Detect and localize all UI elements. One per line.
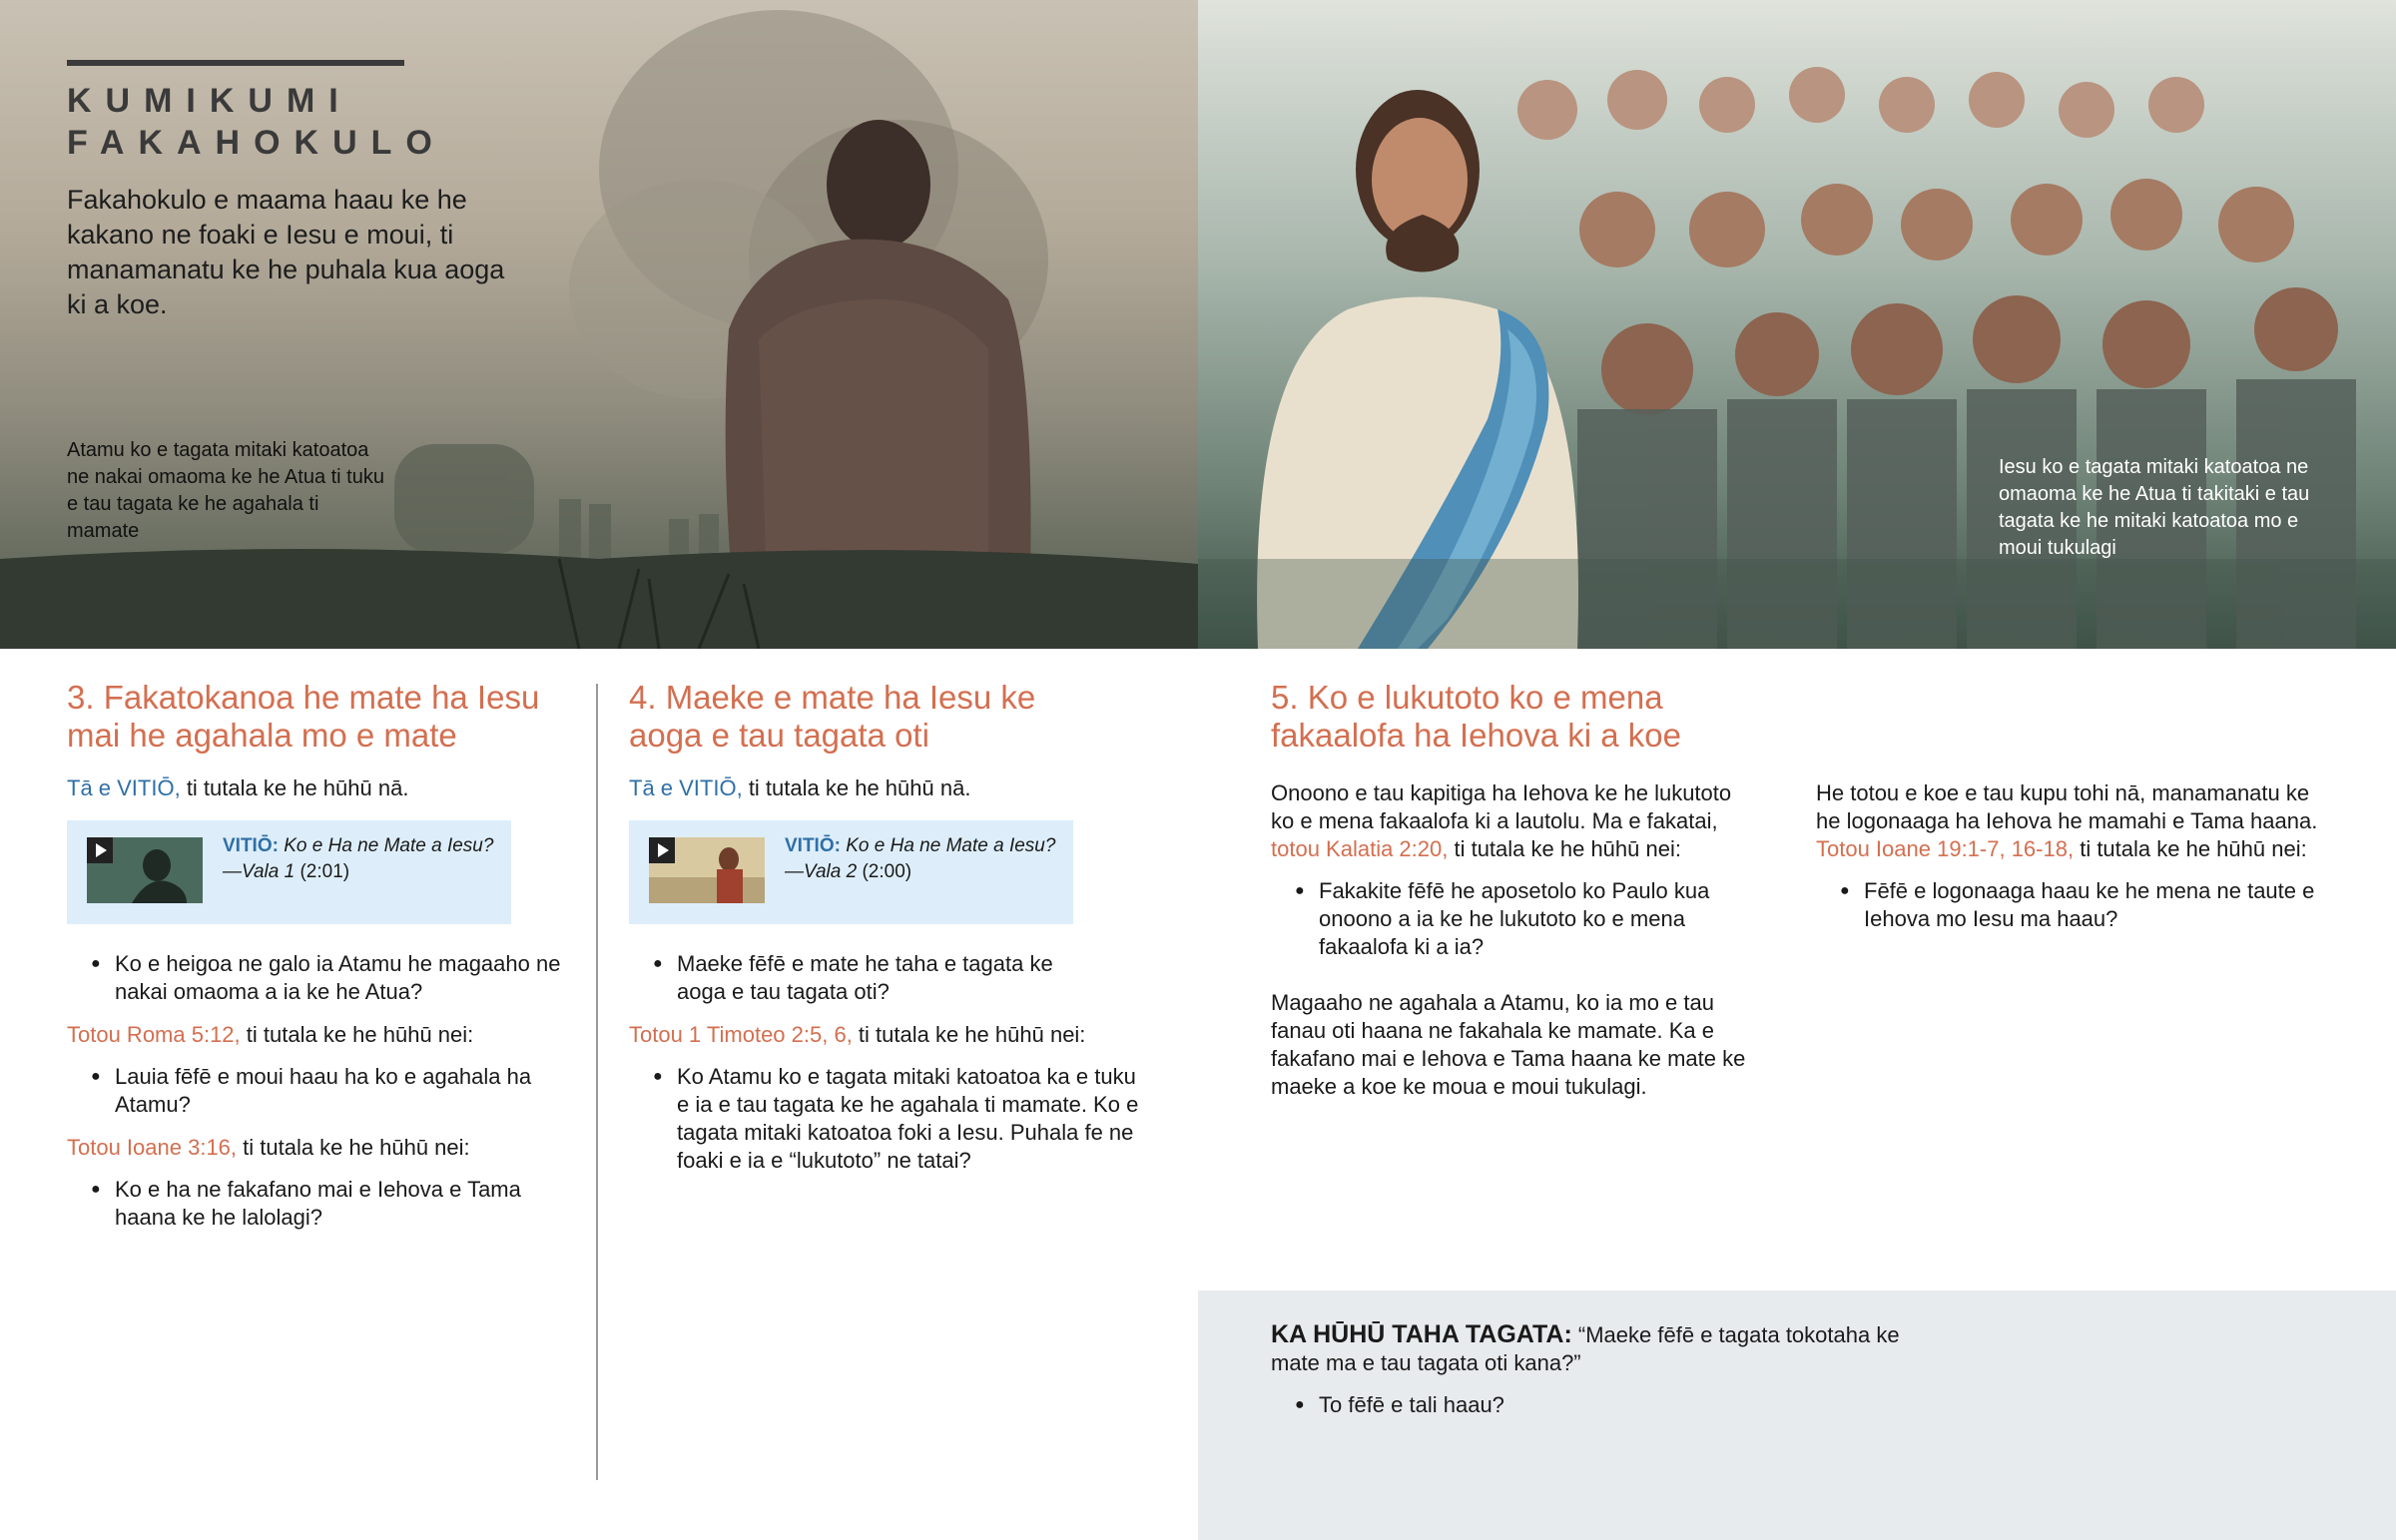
section-5-col-b	[1816, 779, 2335, 933]
watch-video-line	[67, 774, 566, 802]
kicker-line-2: FAKAHOKULO	[67, 124, 446, 162]
read-line-1	[67, 1021, 566, 1049]
video-label: VITIŌ:	[223, 835, 279, 856]
video-info-1	[223, 833, 493, 885]
hero-image-adam	[0, 0, 1198, 649]
caption-adam: Atamu ko e tagata mitaki katoatoa ne nakai omaoma ke he Atua ti tuku e tau tagata ke he agahala ti mamate	[67, 439, 384, 542]
video-part: —Vala 1	[223, 861, 296, 882]
others-say-label: KA HŪHŪ TAHA TAGATA:	[1271, 1320, 1572, 1348]
watch-video-link[interactable]: Tā e VITIŌ,	[67, 775, 181, 800]
read-line-rest: ti tutala ke he hūhū nei:	[237, 1135, 470, 1160]
kicker-rule	[67, 60, 404, 66]
read-line-rest: ti tutala ke he hūhū nei:	[240, 1022, 474, 1047]
question-bullet: ● Lauia fēfē e moui haau ha ko e agahala ha Atamu?	[67, 1063, 566, 1119]
video-title: Ko e Ha ne Mate a Iesu?	[284, 835, 494, 856]
video-title: Ko e Ha ne Mate a Iesu?	[846, 835, 1056, 856]
hero-image-jesus	[1198, 0, 2396, 649]
video-card-2[interactable]	[629, 820, 1073, 924]
para-text: Onoono e tau kapitiga ha Iehova ke he lukutoto ko e mena fakaalofa ki a lautolu. Ma e fakatai,	[1271, 780, 1732, 833]
video-card-1[interactable]	[67, 820, 511, 924]
question-bullet: ● Fēfē e logonaaga haau ke he mena ne taute e Iehova mo Iesu ma haau?	[1816, 877, 2335, 933]
question-bullet: ● To fēfē e tali haau?	[1271, 1391, 1930, 1419]
others-say	[1271, 1320, 1930, 1419]
caption-jesus: Iesu ko e tagata mitaki katoatoa ne omaoma ke he Atua ti takitaki e tau tagata ke he mitaki katoatoa mo e moui tukulagi	[1999, 456, 2310, 559]
question-bullet: ● Maeke fēfē e mate he taha e tagata ke aoga e tau tagata oti?	[629, 950, 1096, 1006]
read-line-2	[67, 1134, 566, 1162]
read-line	[629, 1021, 1148, 1049]
kicker-line-1: KUMIKUMI	[67, 82, 352, 120]
question-bullet: ● Ko Atamu ko e tagata mitaki katoatoa ka e tuku e ia e tau tagata ke he agahala ti mamate. Ko e tagata mitaki katoatoa foki a Iesu. Puhala fe ne foaki e ia e “lukutoto” ne tatai?	[629, 1063, 1148, 1175]
scripture-link[interactable]: Totou Ioane 19:1-7, 16-18,	[1816, 836, 2075, 861]
section-5-heading: 5. Ko e lukutoto ko e mena fakaalofa ha Iehova ki a koe	[1271, 679, 1681, 754]
section-4	[629, 679, 1148, 1175]
question-bullet: ● Ko e ha ne fakafano mai e Iehova e Tama haana ke he lalolagi?	[67, 1176, 566, 1232]
watch-video-link[interactable]: Tā e VITIŌ,	[629, 775, 743, 800]
scripture-link[interactable]: totou Kalatia 2:20,	[1271, 836, 1449, 861]
scripture-link[interactable]: Totou Ioane 3:16,	[67, 1135, 238, 1160]
video-duration: (2:00)	[862, 861, 912, 882]
section-4-heading: 4. Maeke e mate ha Iesu ke aoga e tau tagata oti	[629, 679, 1036, 754]
section-5-para-2: Magaaho ne agahala a Atamu, ko ia mo e tau fanau oti haana ne fakahala ke mamate. Ka e fakafano mai e Iehova e Tama haana ke mate ke maeke a koe ke moua e moui tukulagi.	[1271, 990, 1746, 1099]
section-5-para-3	[1816, 779, 2335, 863]
watch-video-rest: ti tutala ke he hūhū nā.	[180, 775, 409, 800]
section-5-para-1	[1271, 779, 1760, 863]
play-icon[interactable]	[649, 837, 675, 863]
scripture-link[interactable]: Totou 1 Timoteo 2:5, 6,	[629, 1022, 853, 1047]
kicker-title	[67, 80, 446, 164]
question-bullet: ● Fakakite fēfē he aposetolo ko Paulo kua onoono a ia ke he lukutoto ko e mena fakaalofa ki a ia?	[1271, 877, 1760, 961]
watch-video-rest: ti tutala ke he hūhū nā.	[742, 775, 971, 800]
watch-video-line	[629, 774, 1148, 802]
video-part: —Vala 2	[785, 861, 858, 882]
others-say-quote: “Maeke fēfē e tagata tokotaha ke mate ma e tau tagata oti kana?”	[1271, 1322, 1900, 1375]
section-5	[1271, 679, 2369, 755]
play-icon[interactable]	[87, 837, 113, 863]
section-5-col-a	[1271, 779, 1760, 1101]
video-info-2	[785, 833, 1055, 885]
read-line-rest: ti tutala ke he hūhū nei:	[852, 1022, 1086, 1047]
para-text: ti tutala ke he hūhū nei:	[1448, 836, 1681, 861]
column-divider	[596, 684, 598, 1480]
question-bullet: ● Ko e heigoa ne galo ia Atamu he magaaho ne nakai omaoma a ia ke he Atua?	[67, 950, 566, 1006]
section-3-heading: 3. Fakatokanoa he mate ha Iesu mai he agahala mo e mate	[67, 679, 540, 754]
others-say-text	[1271, 1320, 1930, 1377]
section-3	[67, 679, 566, 1232]
para-text: He totou e koe e tau kupu tohi nā, manamanatu ke he logonaaga ha Iehova he mamahi e Tama haana.	[1816, 780, 2318, 833]
scripture-link[interactable]: Totou Roma 5:12,	[67, 1022, 241, 1047]
para-text: ti tutala ke he hūhū nei:	[2074, 836, 2307, 861]
video-duration: (2:01)	[300, 861, 350, 882]
intro-text: Fakahokulo e maama haau ke he kakano ne foaki e Iesu e moui, ti manamanatu ke he puhala kua aoga ki a koe.	[67, 185, 505, 319]
video-label: VITIŌ:	[785, 835, 841, 856]
